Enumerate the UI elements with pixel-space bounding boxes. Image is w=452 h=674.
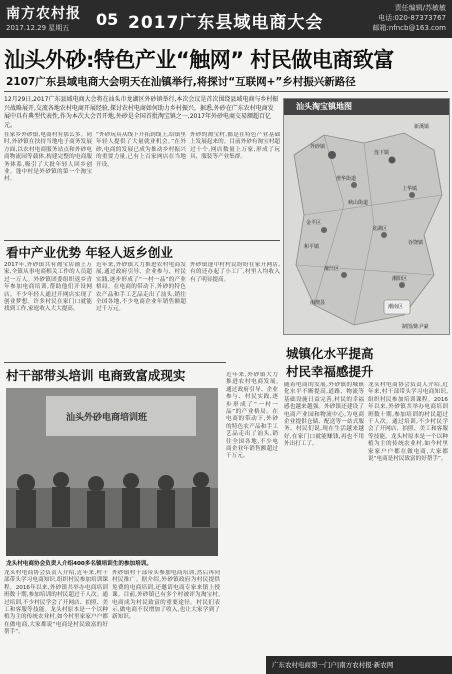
- article-column-3-mid: [190, 262, 280, 332]
- section-heading: 城镇化水平提高: [286, 346, 374, 361]
- sub-headline: 2107广东县域电商大会明天在汕镇举行,将探讨“互联网+”乡村振兴新路径: [6, 76, 356, 88]
- map-label: 澄华街道: [336, 176, 357, 182]
- photo-banner: 汕头外砂电商培训班: [66, 413, 148, 423]
- map-label: 金平区: [306, 220, 322, 226]
- taobao-town-map: [283, 98, 450, 335]
- body-text: 龙头村电商协会负责人介绍,近年来,村干部带头学习电商知识,组织村民参加培训课程。2016年以来,外砂镇共举办电商培训班数十期,参加培训的村民超过千人次。通过培训,不少村民学会了开网店、拍照、美工和客服等技能。龙头村原本是一个以种植为主的传统农业村,如今村里家家户户都在做电商,大家都说“电商是村民致富的好帮手”。: [368, 382, 448, 463]
- body-text: “外砂玩具从线下开拓到线上,给镇里年轻人提供了大量就业机会。”在外砂,电商的发展已成为推动乡村振兴的重要力量,已有上百家网店在当地开设。: [96, 132, 186, 168]
- map-label: 谷饶镇: [408, 240, 424, 246]
- editor-credit: 责任编辑/苏敏敏: [394, 4, 446, 12]
- section-heading: 村民幸福感提升: [286, 364, 374, 379]
- article-column-1-mid: [4, 262, 92, 362]
- map-label: 濠江区: [324, 266, 340, 272]
- map-label: 莲下镇: [374, 150, 390, 156]
- article-column-2-bottom: [112, 570, 220, 654]
- contact-email: 邮箱:nfncb@163.com: [372, 24, 446, 32]
- map-label: 潮南区: [388, 304, 404, 310]
- body-text: 外砂的淘宝村,都是在特色产业基础上发展起来的。目前外砂有淘宝村超过十个,网店数量上万家,形成了玩具、服装等产业集群。: [190, 132, 280, 161]
- divider: [4, 240, 280, 241]
- main-headline: 汕头外砂:特色产业“触网” 村民做电商致富: [4, 48, 394, 72]
- divider: [4, 362, 226, 363]
- body-text: 龙头村电商协会负责人介绍,近年来,村干部带头学习电商知识,组织村民参加培训课程。2016年以来,外砂镇共举办电商培训班数十期,参加培训的村民超过千人次。通过培训,不少村民学会了开网店、拍照、美工和客服等技能。龙头村原本是一个以种植为主的传统农业村,如今村里家家户户都在做电商,大家都说“电商是村民致富的好帮手”。: [4, 570, 108, 636]
- body-text: 随着电商的发展,外砂镇的城镇化水平不断提高,道路、物流等基础设施日益完善,村民的幸福感也越来越强。外砂镇还建设了电商产业园和物流中心,为电商企业提供仓储、配送等一站式服务。村民们说,现在生活越来越好,在家门口就能赚钱,再也不用外出打工了。: [284, 382, 364, 448]
- map-label: 峡山街道: [348, 200, 369, 206]
- page-number: 05: [96, 10, 119, 29]
- contact-phone: 电话:020-87373767: [378, 14, 446, 22]
- map-label: 外砂镇: [310, 144, 326, 150]
- masthead: [0, 0, 452, 38]
- map-label: 新溪镇: [414, 124, 430, 130]
- map-credit: 制图/陈尹豪: [402, 324, 429, 330]
- divider: [4, 91, 448, 92]
- photo-caption: 龙头村电商协会负责人介绍400多名镇培训生的参加培训。: [6, 561, 152, 567]
- article-column-middle-bottom: [226, 372, 278, 654]
- section-title: 2017广东县域电商大会: [128, 13, 324, 33]
- map-label: 南澳县: [310, 300, 326, 306]
- body-text: 近年来,外砂镇大力推进农村电商发展,通过政府引导、企业参与、村民实践,逐步形成了“一村一品”的产业格局。在电商的带动下,外砂的特色农产品和手工艺品走出了汕头,销往全国各地,不少电商企业年销售额超过千万元。: [226, 372, 278, 460]
- article-column-1-top: [4, 132, 92, 240]
- lead-paragraph: 12月29日,2017广东县域电商大会将在汕头市龙湖区外砂镇举行,本次会议是首次围绕县域电商与乡村振兴战略展开,交流各地农村电商开展经验,探讨农村电商如何助力乡村振兴。据悉,外砂在广东农村电商发展中具有典型代表性,作为本次大会召开地,外砂是全国首批淘宝镇之一,2017年外砂电商交易额超百亿元。: [4, 96, 279, 129]
- map-title: 汕头淘宝镇地图: [284, 99, 449, 115]
- article-column-4-bottom: [284, 382, 364, 654]
- article-column-1-bottom: [4, 570, 108, 654]
- article-column-5-bottom: [368, 382, 448, 654]
- footer-banner: 广东农村电商第一门户|南方农村报·新农网: [266, 656, 452, 674]
- body-text: 2017年,外砂镇共有淘宝店铺上万家,全镇从事电商相关工作的人员超过一万人。外砂镇团委组织返乡青年参加电商培训,帮助他们开设网店。不少年轻人通过开网店实现了创业梦想。许多村民在家门口就能找到工作,家庭收入大大提高。: [4, 262, 92, 313]
- map-label: 龙湖区: [372, 226, 388, 232]
- map-label: 潮阳区: [392, 276, 408, 282]
- article-column-2-mid: [96, 262, 186, 362]
- issue-date: 2017.12.29 星期五: [6, 24, 70, 32]
- body-text: 在家乡外砂镇,电商村有那么多。同时,外砂镇在扶持当地电子商务发展方面,以农村电商服务站点和外砂电商物流园等载体,构建完整的电商服务体系,吸引了大批年轻人回乡创业。蓬中村是外砂镇的第一个淘宝村。: [4, 132, 92, 183]
- newspaper-logo: 南方农村报: [6, 6, 81, 22]
- body-text: 外砂镇村干部带头参加电商培训,然后再向村民推广。据介绍,外砂镇政府为村民提供免费的电商培训,还邀请电商专家来镇上授课。目前,外砂镇已有多个村被评为淘宝村,电商成为村民致富的重要途径。村民们表示,做电商不仅增加了收入,也让大家学到了新知识。: [112, 570, 220, 621]
- training-photo: [6, 388, 218, 556]
- map-label: 和平镇: [304, 244, 320, 250]
- section-heading: 村干部带头培训 电商致富成现实: [6, 368, 186, 383]
- body-text: 外砂镇蓬中村村民纷纷在家开网店,有的还办起了小工厂,村里人均收入有了明显提高。: [190, 262, 280, 283]
- article-column-2-top: [96, 132, 186, 240]
- body-text: 近年来,外砂镇大力推进农村电商发展,通过政府引导、企业参与、村民实践,逐步形成了“一村一品”的产业格局。在电商的带动下,外砂的特色农产品和手工艺品走出了汕头,销往全国各地,不少电商企业年销售额超过千万元。: [96, 262, 186, 313]
- article-column-3-top: [190, 132, 280, 240]
- map-label: 上华镇: [402, 186, 418, 192]
- section-heading: 看中产业优势 年轻人返乡创业: [6, 245, 173, 260]
